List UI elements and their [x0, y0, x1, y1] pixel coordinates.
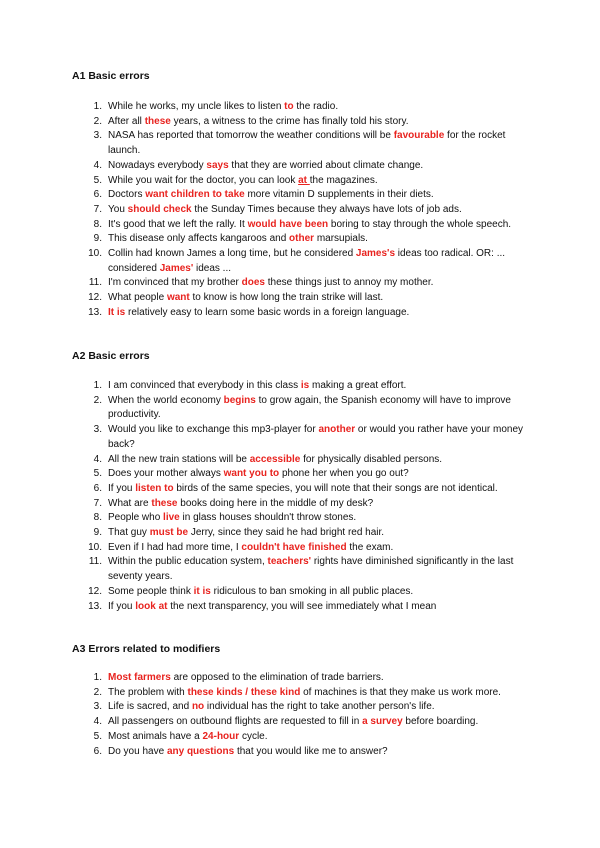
- item-number: 2.: [93, 115, 102, 127]
- list-item: [0, 482, 600, 497]
- item-number: 1.: [93, 672, 102, 683]
- correction-highlight: it is: [193, 585, 211, 597]
- list-item: [0, 745, 600, 760]
- list-item: [0, 730, 600, 745]
- list-item: [0, 115, 600, 130]
- item-number: 6.: [93, 745, 102, 757]
- sentence-text: phone her when you go out?: [279, 468, 409, 480]
- sentence-text: People who: [108, 512, 164, 524]
- item-number: 5.: [93, 730, 102, 742]
- item-number: 11.: [88, 556, 102, 568]
- sentence-text: After all: [108, 115, 145, 127]
- item-sentence: [108, 129, 528, 158]
- list-item: [0, 188, 600, 203]
- item-number: 3.: [93, 424, 102, 436]
- item-number: 12.: [88, 292, 102, 304]
- correction-highlight: live: [163, 512, 180, 524]
- sentence-text: that you would like me to answer?: [234, 745, 388, 757]
- sentence-text: Even if I had had more time, I: [108, 541, 242, 553]
- correction-highlight: listen to: [135, 482, 174, 494]
- list-item: [0, 585, 600, 600]
- section-heading-a1: A1 Basic errors: [72, 70, 150, 82]
- list-item: [0, 453, 600, 468]
- item-sentence: [108, 555, 528, 584]
- item-sentence: [108, 715, 528, 730]
- sentence-text: the Sunday Times because they always have lots of job ads.: [191, 203, 462, 215]
- sentence-text: birds of the same species, you will note that their songs are not identical.: [173, 482, 498, 494]
- list-item: [0, 600, 600, 615]
- item-number: 2.: [93, 686, 102, 698]
- list-item: [0, 218, 600, 233]
- sentence-text: All passengers on outbound flights are requested to fill in: [108, 716, 363, 728]
- item-sentence: [108, 585, 528, 600]
- correction-highlight: any questions: [166, 745, 235, 757]
- item-number: 1.: [93, 380, 102, 391]
- sentence-text: Some people think: [108, 585, 194, 597]
- list-item: [0, 276, 600, 291]
- item-sentence: [108, 218, 528, 233]
- item-number: 5.: [93, 468, 102, 480]
- list-item: [0, 394, 600, 423]
- sentence-text: If you: [108, 482, 136, 494]
- sentence-text: Most animals have a: [108, 730, 203, 742]
- item-sentence: [108, 730, 528, 745]
- exercise-list-a3: [0, 671, 600, 759]
- item-number: 10.: [88, 248, 102, 260]
- list-item: [0, 232, 600, 247]
- item-sentence: [108, 541, 528, 556]
- list-item: [0, 203, 600, 218]
- sentence-text: What are: [108, 497, 152, 509]
- item-number: 10.: [88, 541, 102, 553]
- item-sentence: [108, 115, 528, 130]
- item-sentence: [108, 159, 528, 174]
- sentence-text: years, a witness to the crime has finally told his story.: [170, 115, 409, 127]
- item-number: 2.: [93, 394, 102, 406]
- sentence-text: If you: [108, 600, 136, 612]
- item-number: 4.: [93, 453, 102, 465]
- correction-highlight: at: [298, 174, 310, 186]
- correction-highlight: these: [151, 497, 178, 509]
- list-item: [0, 526, 600, 541]
- sentence-text: That guy: [108, 527, 150, 539]
- item-number: 8.: [93, 512, 102, 524]
- list-item: [0, 100, 600, 115]
- item-sentence: [108, 188, 528, 203]
- sentence-text: All the new train stations will be: [108, 453, 250, 465]
- correction-highlight: James's: [355, 248, 395, 260]
- correction-highlight: It is: [108, 306, 126, 318]
- item-number: 1.: [93, 101, 102, 112]
- correction-highlight: to: [284, 101, 294, 112]
- item-sentence: [108, 482, 528, 497]
- list-item: [0, 174, 600, 189]
- sentence-text: Doctors: [108, 189, 146, 201]
- sentence-text: cycle.: [239, 730, 268, 742]
- sentence-text: When the world economy: [108, 394, 224, 406]
- item-number: 9.: [93, 527, 102, 539]
- correction-highlight: teachers': [267, 556, 312, 568]
- list-item: [0, 671, 600, 686]
- correction-highlight: couldn't have finished: [241, 541, 347, 553]
- correction-highlight: favourable: [393, 130, 445, 142]
- sentence-text: of machines is that they make us work more.: [300, 686, 501, 698]
- exercise-list-a2: [0, 379, 600, 614]
- sentence-text: the radio.: [293, 101, 339, 112]
- sentence-text: marsupials.: [314, 233, 368, 245]
- sentence-text: to grow again, the Spanish economy will have to improve productivity.: [108, 394, 511, 421]
- item-number: 13.: [88, 600, 102, 612]
- item-number: 3.: [93, 701, 102, 713]
- list-item: [0, 379, 600, 394]
- item-sentence: [108, 203, 528, 218]
- sentence-text: I am convinced that everybody in this class: [108, 380, 301, 391]
- item-number: 7.: [93, 497, 102, 509]
- correction-highlight: Most farmers: [108, 672, 171, 683]
- sentence-text: for physically disabled persons.: [300, 453, 443, 465]
- list-item: [0, 541, 600, 556]
- item-sentence: [108, 671, 528, 686]
- list-item: [0, 700, 600, 715]
- correction-highlight: James': [159, 262, 194, 274]
- correction-highlight: begins: [223, 394, 256, 406]
- sentence-text: for the rocket launch.: [108, 130, 506, 157]
- list-item: [0, 291, 600, 306]
- correction-highlight: these: [144, 115, 171, 127]
- sentence-text: Do you have: [108, 745, 167, 757]
- item-sentence: [108, 276, 528, 291]
- item-sentence: [108, 379, 528, 394]
- sentence-text: the next transparency, you will see immediately what I mean: [167, 600, 437, 612]
- correction-highlight: would have been: [247, 218, 329, 230]
- sentence-text: or would you rather have your money back?: [108, 424, 524, 450]
- sentence-text: ideas too radical. OR: ... considered: [108, 248, 506, 274]
- exercise-list-a1: [0, 100, 600, 321]
- sentence-text: This disease only affects kangaroos and: [108, 233, 290, 245]
- sentence-text: The problem with: [108, 686, 188, 698]
- correction-highlight: does: [241, 277, 265, 289]
- list-item: [0, 715, 600, 730]
- item-number: 6.: [93, 189, 102, 201]
- correction-highlight: want children to take: [145, 189, 245, 201]
- correction-highlight: accessible: [249, 453, 301, 465]
- correction-highlight: want: [166, 292, 190, 304]
- item-sentence: [108, 511, 528, 526]
- item-number: 3.: [93, 130, 102, 142]
- sentence-text: While he works, my uncle likes to listen: [108, 101, 285, 112]
- list-item: [0, 467, 600, 482]
- item-sentence: [108, 291, 528, 306]
- sentence-text: What people: [108, 292, 167, 304]
- correction-highlight: look at: [135, 600, 168, 612]
- item-sentence: [108, 247, 528, 276]
- item-sentence: [108, 232, 528, 247]
- item-number: 11.: [88, 277, 102, 289]
- item-number: 6.: [93, 482, 102, 494]
- sentence-text: Collin had known James a long time, but he considered: [108, 248, 356, 260]
- item-sentence: [108, 745, 528, 760]
- sentence-text: It's good that we left the rally. It: [108, 218, 248, 230]
- item-number: 4.: [93, 159, 102, 171]
- item-sentence: [108, 394, 528, 423]
- item-sentence: [108, 423, 528, 452]
- item-number: 9.: [93, 233, 102, 245]
- list-item: [0, 511, 600, 526]
- section-heading-a3: A3 Errors related to modifiers: [72, 643, 221, 655]
- correction-highlight: should check: [127, 203, 192, 215]
- list-item: [0, 555, 600, 584]
- section-heading-a2: A2 Basic errors: [72, 350, 150, 362]
- sentence-text: ideas ...: [193, 262, 232, 274]
- sentence-text: making a great effort.: [309, 380, 407, 391]
- item-sentence: [108, 467, 528, 482]
- sentence-text: relatively easy to learn some basic words in a foreign language.: [125, 306, 410, 318]
- sentence-text: Jerry, since they said he had bright red hair.: [188, 527, 385, 539]
- sentence-text: NASA has reported that tomorrow the weather conditions will be: [108, 130, 394, 142]
- sentence-text: are opposed to the elimination of trade barriers.: [170, 672, 384, 683]
- list-item: [0, 306, 600, 321]
- list-item: [0, 247, 600, 276]
- sentence-text: that they are worried about climate change.: [228, 159, 424, 171]
- sentence-text: in glass houses shouldn't throw stones.: [179, 512, 357, 524]
- item-sentence: [108, 497, 528, 512]
- item-number: 8.: [93, 218, 102, 230]
- item-number: 4.: [93, 716, 102, 728]
- correction-highlight: no: [191, 701, 205, 713]
- list-item: [0, 686, 600, 701]
- item-sentence: [108, 700, 528, 715]
- sentence-text: individual has the right to take another person's life.: [204, 701, 435, 713]
- correction-highlight: says: [206, 159, 229, 171]
- sentence-text: You: [108, 203, 128, 215]
- sentence-text: the exam.: [346, 541, 394, 553]
- list-item: [0, 423, 600, 452]
- correction-highlight: these kinds / these kind: [187, 686, 301, 698]
- sentence-text: Life is sacred, and: [108, 701, 192, 713]
- correction-highlight: is: [300, 380, 310, 391]
- sentence-text: Would you like to exchange this mp3-player for: [108, 424, 319, 436]
- item-sentence: [108, 526, 528, 541]
- sentence-text: the magazines.: [309, 174, 378, 186]
- sentence-text: Nowadays everybody: [108, 159, 207, 171]
- item-number: 5.: [93, 174, 102, 186]
- sentence-text: these things just to annoy my mother.: [264, 277, 434, 289]
- sentence-text: to know is how long the train strike will last.: [189, 292, 384, 304]
- sentence-text: rights have diminished significantly in the last seventy years.: [108, 556, 514, 583]
- item-number: 7.: [93, 203, 102, 215]
- sentence-text: I'm convinced that my brother: [108, 277, 242, 289]
- sentence-text: While you wait for the doctor, you can look: [108, 174, 299, 186]
- item-sentence: [108, 686, 528, 701]
- correction-highlight: other: [289, 233, 315, 245]
- correction-highlight: 24-hour: [202, 730, 240, 742]
- item-number: 12.: [88, 585, 102, 597]
- list-item: [0, 159, 600, 174]
- item-sentence: [108, 174, 528, 189]
- item-number: 13.: [88, 306, 102, 318]
- item-sentence: [108, 453, 528, 468]
- sentence-text: ridiculous to ban smoking in all public places.: [210, 585, 414, 597]
- sentence-text: before boarding.: [402, 716, 479, 728]
- sentence-text: more vitamin D supplements in their diets.: [244, 189, 434, 201]
- item-sentence: [108, 306, 528, 321]
- sentence-text: boring to stay through the whole speech.: [328, 218, 512, 230]
- sentence-text: Within the public education system,: [108, 556, 268, 568]
- list-item: [0, 497, 600, 512]
- list-item: [0, 129, 600, 158]
- correction-highlight: want you to: [223, 468, 280, 480]
- sentence-text: books doing here in the middle of my desk?: [177, 497, 374, 509]
- correction-highlight: another: [318, 424, 356, 436]
- item-sentence: [108, 100, 528, 115]
- correction-highlight: a survey: [362, 716, 403, 728]
- item-sentence: [108, 600, 528, 615]
- correction-highlight: must be: [149, 527, 189, 539]
- sentence-text: Does your mother always: [108, 468, 224, 480]
